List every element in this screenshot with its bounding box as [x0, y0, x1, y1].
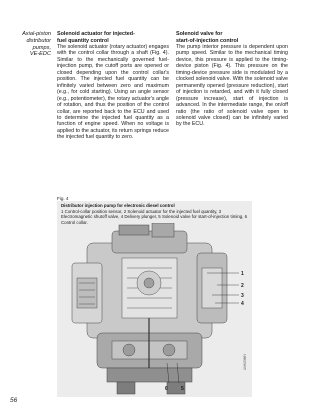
heading-line: Solenoid actuator for injected-	[57, 31, 135, 37]
pump-illustration	[57, 223, 252, 397]
margin-line: distributor	[26, 37, 51, 44]
figure-label: Fig. 4	[57, 196, 69, 201]
callout-5: 5	[181, 386, 184, 392]
callout-6: 6	[165, 386, 168, 392]
callout-2: 2	[241, 283, 244, 289]
right-column	[176, 31, 288, 128]
callout-3: 3	[241, 293, 244, 299]
chapter-margin-label	[4, 31, 51, 58]
figure-box	[57, 201, 252, 397]
heading-line: fuel quantity control	[57, 37, 109, 44]
right-body: The pump interior pressure is dependent upon pump speed. Similar to the mechanical timing device, this pressure is applied to the timing-device piston (Fig. 4). This pressure on the timing-device pressure side is modulated by a clocked solenoid valve. With the solenoid valve permanently opened (pressure reduction), start of injection is retarded, and with it fully closed (pressure increase), start of injection is advanced. In the intermediate range, the on/off ratio (the ratio of solenoid valve open to solenoid valve closed) can be infinitely varied by the ECU.	[176, 44, 288, 128]
margin-line: VE-EDC	[29, 51, 51, 58]
left-column	[57, 31, 169, 141]
heading-line: start-of-injection control	[176, 37, 239, 44]
callout-1: 1	[241, 271, 244, 277]
callout-4: 4	[241, 301, 244, 307]
heading-line: Solenoid valve for	[176, 31, 223, 37]
margin-line: pumps,	[32, 44, 51, 51]
margin-line: Axial-piston	[22, 31, 51, 37]
left-body: The solenoid actuator (rotary actuator) engages with the control collar through a shaft (Fig. 4). Similar to the mechanically governed fuel-injection pump, the cutoff ports are opened or closed depending upon the control collar's position. The injected fuel quantity can be infinitely varied between zero and maximum (e.g., for cold starting). Using an angle sensor (e.g., potentiometer), the rotary actuator's angle of rotation, and thus the position of the control collar, are reported back to the ECU and used to determine the injected fuel quantity as a function of engine speed. When no voltage is applied to the actuator, its return springs reduce the injected fuel quantity to zero.	[57, 44, 169, 141]
left-heading	[57, 31, 169, 44]
figure-legend: 1 Control-collar position sensor, 2 Solenoid actuator for the injected fuel quantity, 3 Electromagnetic shutoff valve, 4 Delivery plunger, 5 Solenoid valve for start-of-injection timing, 6 Control collar.	[61, 208, 248, 225]
figure-title: Distributor injection pump for electronic diesel control	[61, 203, 175, 208]
page-number: 56	[10, 397, 18, 404]
figure-code: UMK0366Y	[243, 353, 247, 370]
right-heading	[176, 31, 288, 44]
